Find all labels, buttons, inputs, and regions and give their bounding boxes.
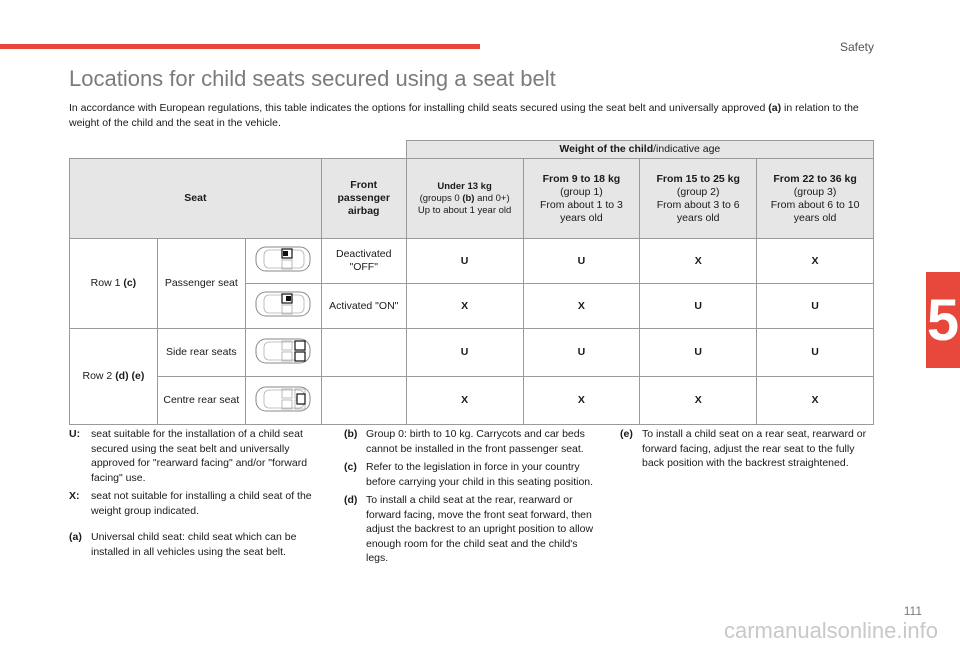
airbag-deactivated: Deactivated "OFF" — [321, 239, 406, 284]
cell-act-g3: U — [757, 284, 874, 329]
cell-side-g0: U — [406, 329, 523, 377]
airbag-na-side — [321, 329, 406, 377]
side-rear-seats-label: Side rear seats — [157, 329, 245, 377]
intro-paragraph — [69, 101, 869, 131]
group1-group: (group 1) — [560, 185, 603, 198]
group0-age: Up to about 1 year old — [417, 204, 512, 216]
group2-weight: From 15 to 25 kg — [656, 172, 740, 185]
section-label: Safety — [839, 40, 874, 54]
group0-header — [406, 159, 523, 239]
page-title: Locations for child seats secured using a seat belt — [69, 66, 556, 91]
group2-header — [640, 159, 757, 239]
seat-header: Seat — [70, 159, 322, 239]
cell-centre-g0: X — [406, 377, 523, 425]
notes-column-1 — [69, 427, 324, 563]
intro-text-1: In accordance with European regulations, this table indicates the options for installing child seats secured using the seat belt and universally approved — [69, 102, 769, 114]
cell-act-g2: U — [640, 284, 757, 329]
car-icon-centre-rear — [245, 377, 321, 425]
cell-deact-g0: U — [406, 239, 523, 284]
cell-deact-g2: X — [640, 239, 757, 284]
group1-weight: From 9 to 18 kg — [542, 172, 621, 185]
cell-deact-g3: X — [757, 239, 874, 284]
header-accent-bar — [0, 44, 480, 49]
note-x: X: seat not suitable for installing a child seat of the weight group indicated. — [69, 490, 312, 517]
cell-centre-g2: X — [640, 377, 757, 425]
watermark: carmanualsonline.info — [723, 618, 938, 643]
note-e: (e) To install a child seat on a rear seat, rearward or forward facing, adjust the rear seat to the fully back position with the backrest straightened. — [620, 428, 867, 469]
group0-groups: (groups 0 (b) and 0+) — [419, 192, 510, 204]
airbag-na-centre — [321, 377, 406, 425]
child-seat-table — [69, 140, 874, 425]
cell-deact-g1: U — [523, 239, 640, 284]
note-u: U: seat suitable for the installation of a child seat secured using the seat belt and universally approved for "rearward facing" and/or "forward facing" use. — [69, 428, 308, 484]
car-icon-front-forward-facing — [245, 284, 321, 329]
passenger-seat-label: Passenger seat — [157, 239, 245, 329]
group3-age: From about 6 to 10 years old — [770, 198, 860, 224]
group1-age: From about 1 to 3 years old — [539, 198, 623, 224]
group3-weight: From 22 to 36 kg — [773, 172, 857, 185]
cell-side-g1: U — [523, 329, 640, 377]
notes-column-2 — [344, 427, 594, 570]
note-d: (d) To install a child seat at the rear, rearward or forward facing, move the front seat forward, then adjust the backrest to an upright position to allow enough room for the child seat and the child's legs. — [344, 494, 594, 564]
weight-header — [406, 141, 873, 159]
note-c: (c) Refer to the legislation in force in your country before carrying your child in this seating position. — [344, 461, 594, 488]
car-side-rear-seats-icon — [252, 333, 314, 369]
group2-group: (group 2) — [676, 185, 720, 198]
row1-label: Row 1 (c) — [70, 239, 158, 329]
chapter-tab: 5 — [926, 272, 960, 368]
car-centre-rear-seat-icon — [252, 381, 314, 417]
note-b: (b) Group 0: birth to 10 kg. Carrycots and car beds cannot be installed in the front passenger seat. — [344, 428, 585, 455]
note-a: (a) Universal child seat: child seat which can be installed in all vehicles using the seat belt. — [69, 531, 297, 558]
cell-centre-g1: X — [523, 377, 640, 425]
airbag-header: Front passenger airbag — [321, 159, 406, 239]
weight-header-rest: /indicative age — [653, 143, 721, 155]
intro-ref-a: (a) — [768, 102, 782, 114]
row2-label: Row 2 (d) (e) — [70, 329, 158, 425]
group0-weight: Under 13 kg — [437, 180, 492, 192]
cell-act-g1: X — [523, 284, 640, 329]
group1-header — [523, 159, 640, 239]
group3-header — [757, 159, 874, 239]
cell-act-g0: X — [406, 284, 523, 329]
group2-age: From about 3 to 6 years old — [656, 198, 740, 224]
weight-header-bold: Weight of the child — [559, 143, 654, 155]
car-front-seat-forward-facing-icon — [252, 286, 314, 322]
intro-text-2: in relation to the weight of the child and the seat in the vehicle. — [69, 102, 859, 129]
header-blank — [70, 141, 407, 159]
centre-rear-seat-label: Centre rear seat — [157, 377, 245, 425]
cell-side-g3: U — [757, 329, 874, 377]
page-number: 111 — [903, 604, 922, 618]
car-front-seat-rear-facing-icon — [252, 241, 314, 277]
notes-column-3 — [620, 427, 870, 475]
car-icon-side-rear — [245, 329, 321, 377]
car-icon-front-rear-facing — [245, 239, 321, 284]
airbag-activated: Activated "ON" — [321, 284, 406, 329]
cell-centre-g3: X — [757, 377, 874, 425]
cell-side-g2: U — [640, 329, 757, 377]
group3-group: (group 3) — [793, 185, 837, 198]
